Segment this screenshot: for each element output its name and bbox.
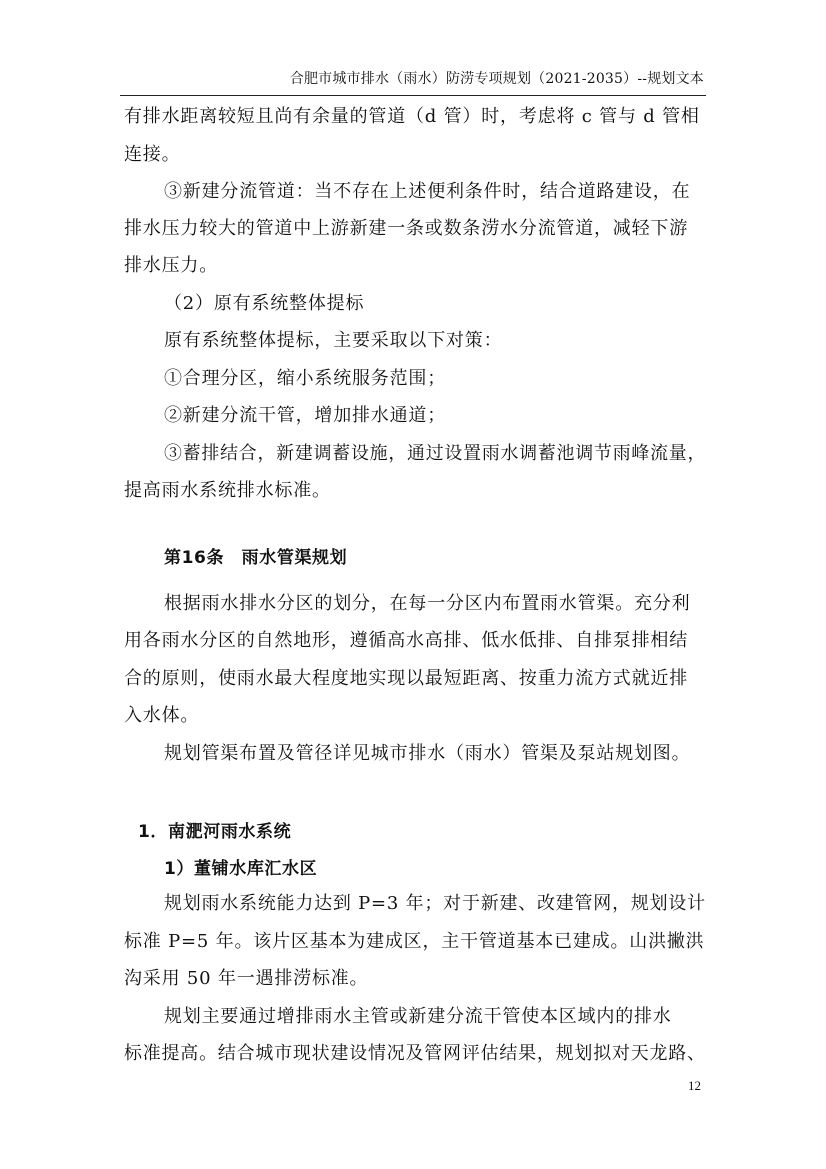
list-item: ③蓄排结合，新建调蓄设施，通过设置雨水调蓄池调节雨峰流量， bbox=[164, 443, 707, 464]
text-line: 提高雨水系统排水标准。 bbox=[124, 480, 331, 501]
text-line: 标准提高。结合城市现状建设情况及管网评估结果，规划拟对天龙路、 bbox=[124, 1043, 706, 1064]
list-item: ②新建分流干管，增加排水通道； bbox=[164, 405, 446, 426]
article-heading: 第16条 雨水管渠规划 bbox=[164, 548, 348, 568]
text-line: 规划雨水系统能力达到 P=3 年；对于新建、改建管网，规划设计 bbox=[164, 893, 706, 914]
text-line: 标准 P=5 年。该片区基本为建成区，主干管道基本已建成。山洪撇洪 bbox=[124, 931, 705, 952]
text-line: 合的原则，使雨水最大程度地实现以最短距离、按重力流方式就近排 bbox=[124, 668, 688, 689]
text-line: 用各雨水分区的自然地形，遵循高水高排、低水低排、自排泵排相结 bbox=[124, 630, 688, 651]
subsection-heading: 1）董铺水库汇水区 bbox=[164, 859, 318, 879]
page-number: 12 bbox=[688, 1078, 701, 1093]
text-line: 排水压力。 bbox=[124, 255, 218, 276]
text-line: 规划管渠布置及管径详见城市排水（雨水）管渠及泵站规划图。 bbox=[164, 743, 691, 764]
text-line: 连接。 bbox=[124, 144, 181, 165]
subsection-title: （2）原有系统整体提标 bbox=[164, 293, 365, 314]
text-line: 有排水距离较短且尚有余量的管道（d 管）时，考虑将 c 管与 d 管相 bbox=[124, 106, 700, 127]
text-line: 沟采用 50 年一遇排涝标准。 bbox=[124, 968, 369, 989]
text-line: 原有系统整体提标，主要采取以下对策： bbox=[164, 330, 503, 351]
text-line: 入水体。 bbox=[124, 705, 200, 726]
section-heading: 1．南淝河雨水系统 bbox=[138, 822, 292, 842]
header-title: 合肥市城市排水（雨水）防涝专项规划（2021-2035）--规划文本 bbox=[289, 71, 704, 87]
page-header bbox=[120, 64, 706, 96]
list-item: ①合理分区，缩小系统服务范围； bbox=[164, 368, 446, 389]
text-line: ③新建分流管道：当不存在上述便利条件时，结合道路建设，在 bbox=[164, 181, 691, 202]
text-line: 规划主要通过增排雨水主管或新建分流干管使本区域内的排水 bbox=[164, 1006, 672, 1027]
text-line: 根据雨水排水分区的划分，在每一分区内布置雨水管渠。充分利 bbox=[164, 593, 691, 614]
text-line: 排水压力较大的管道中上游新建一条或数条涝水分流管道，减轻下游 bbox=[124, 218, 688, 239]
